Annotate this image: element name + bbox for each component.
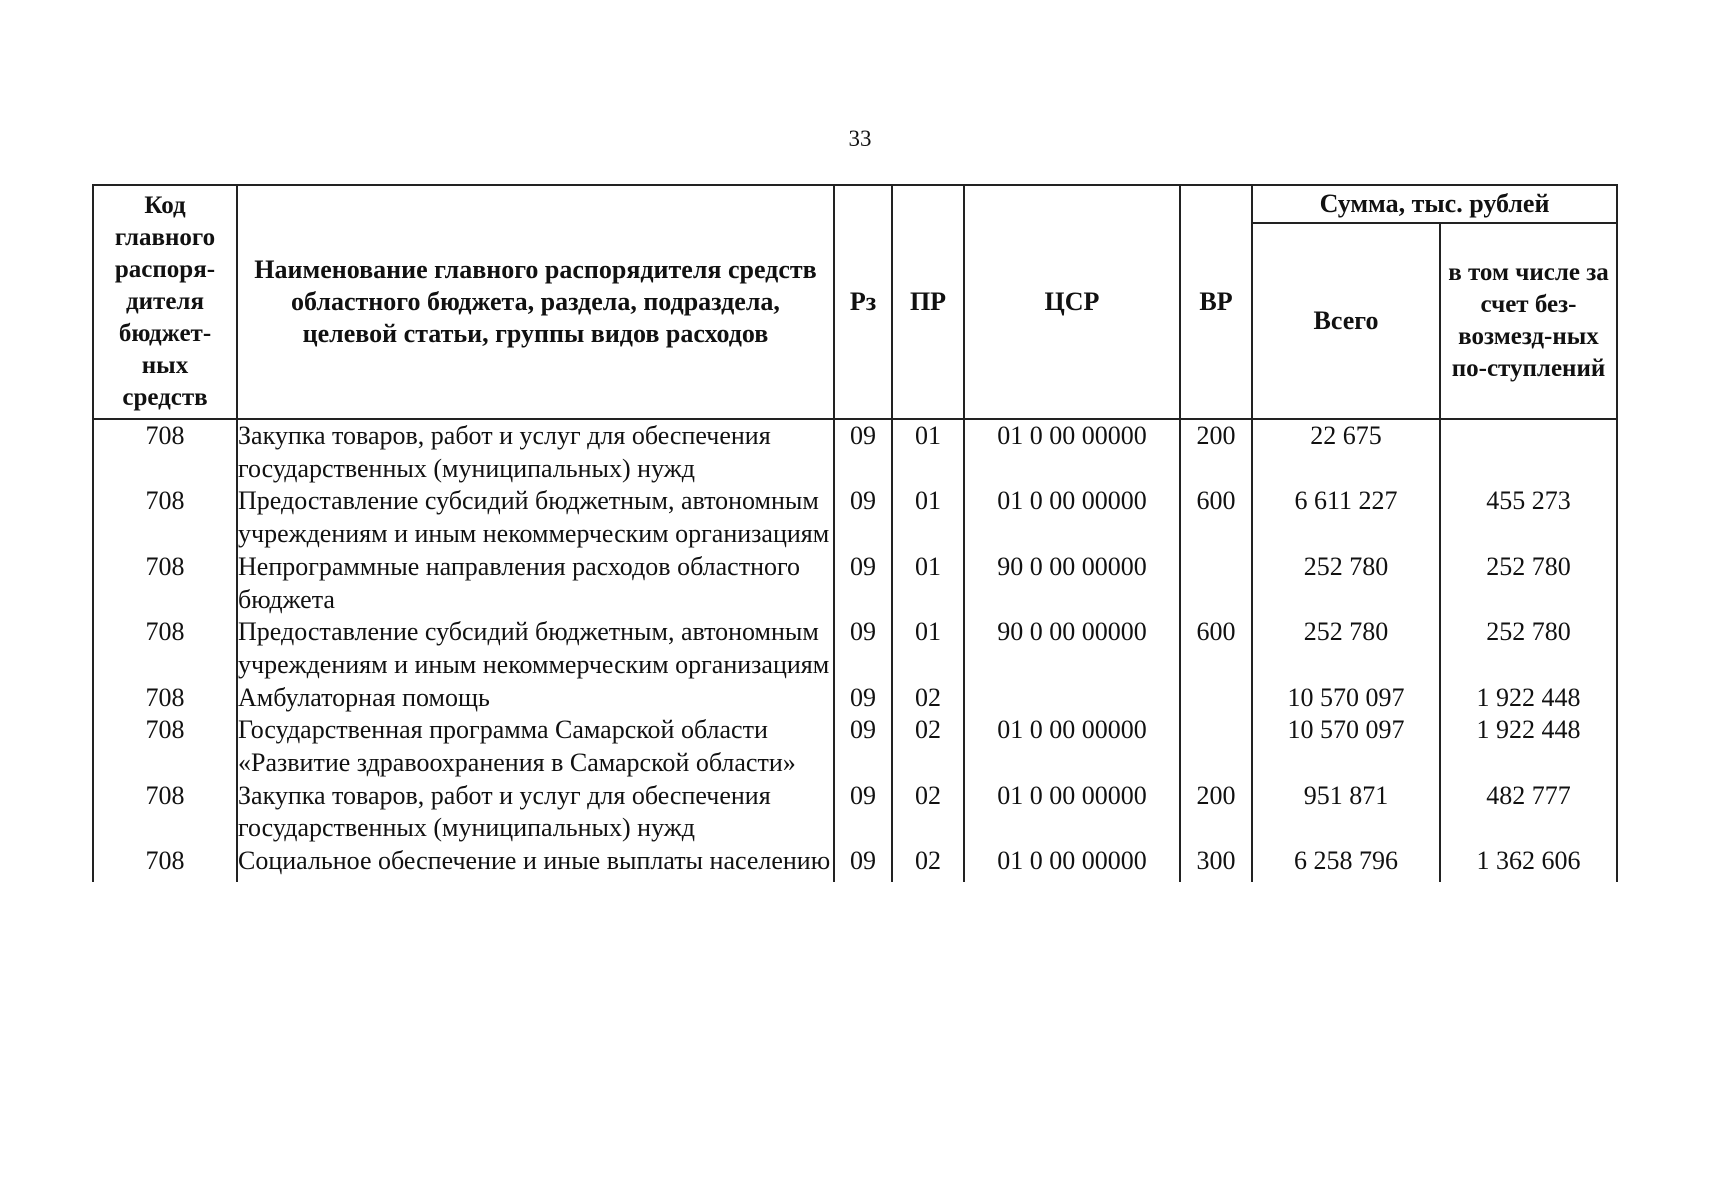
- table-row: [93, 419, 1617, 485]
- cell-code: 708: [93, 485, 237, 550]
- table-row: [93, 616, 1617, 681]
- cell-vr: [1180, 682, 1252, 715]
- header-csr: ЦСР: [964, 185, 1180, 419]
- cell-pr: 02: [892, 845, 964, 882]
- header-code: Код главного распоря-дителя бюджет-ных средств: [93, 185, 237, 419]
- cell-total: 6 611 227: [1252, 485, 1440, 550]
- cell-incl: 1 922 448: [1440, 682, 1617, 715]
- cell-vr: [1180, 551, 1252, 616]
- cell-rz: 09: [834, 682, 892, 715]
- cell-total: 10 570 097: [1252, 714, 1440, 779]
- cell-code: 708: [93, 551, 237, 616]
- cell-rz: 09: [834, 845, 892, 882]
- cell-csr: 01 0 00 00000: [964, 485, 1180, 550]
- cell-rz: 09: [834, 419, 892, 485]
- cell-total: 22 675: [1252, 419, 1440, 485]
- cell-vr: [1180, 714, 1252, 779]
- cell-total: 6 258 796: [1252, 845, 1440, 882]
- header-rz: Рз: [834, 185, 892, 419]
- cell-pr: 02: [892, 714, 964, 779]
- cell-total: 951 871: [1252, 780, 1440, 845]
- header-pr: ПР: [892, 185, 964, 419]
- cell-incl: 482 777: [1440, 780, 1617, 845]
- cell-name: Непрограммные направления расходов областного бюджета: [237, 551, 834, 616]
- cell-rz: 09: [834, 485, 892, 550]
- cell-csr: 01 0 00 00000: [964, 714, 1180, 779]
- cell-incl: 455 273: [1440, 485, 1617, 550]
- cell-total: 10 570 097: [1252, 682, 1440, 715]
- cell-rz: 09: [834, 616, 892, 681]
- cell-pr: 02: [892, 682, 964, 715]
- cell-total: 252 780: [1252, 616, 1440, 681]
- header-total: Всего: [1252, 223, 1440, 419]
- cell-name: Государственная программа Самарской области «Развитие здравоохранения в Самарской области»: [237, 714, 834, 779]
- page-number: 33: [848, 126, 872, 151]
- cell-incl: 1 922 448: [1440, 714, 1617, 779]
- table-body: [93, 419, 1617, 882]
- cell-csr: 01 0 00 00000: [964, 845, 1180, 882]
- cell-rz: 09: [834, 714, 892, 779]
- cell-rz: 09: [834, 780, 892, 845]
- cell-csr: 01 0 00 00000: [964, 419, 1180, 485]
- cell-csr: 90 0 00 00000: [964, 551, 1180, 616]
- cell-vr: 600: [1180, 616, 1252, 681]
- cell-vr: 200: [1180, 780, 1252, 845]
- cell-incl: 252 780: [1440, 616, 1617, 681]
- header-vr: ВР: [1180, 185, 1252, 419]
- cell-rz: 09: [834, 551, 892, 616]
- cell-name: Закупка товаров, работ и услуг для обеспечения государственных (муниципальных) нужд: [237, 780, 834, 845]
- table-row: [93, 485, 1617, 550]
- cell-pr: 01: [892, 551, 964, 616]
- table-row: [93, 682, 1617, 715]
- table-row: [93, 780, 1617, 845]
- cell-vr: 200: [1180, 419, 1252, 485]
- cell-pr: 01: [892, 485, 964, 550]
- cell-vr: 600: [1180, 485, 1252, 550]
- header-sum: Сумма, тыс. рублей: [1252, 185, 1617, 223]
- cell-incl: 252 780: [1440, 551, 1617, 616]
- cell-name: Амбулаторная помощь: [237, 682, 834, 715]
- cell-pr: 02: [892, 780, 964, 845]
- cell-pr: 01: [892, 419, 964, 485]
- header-name: Наименование главного распорядителя средств областного бюджета, раздела, подраздела, целевой статьи, группы видов расходов: [237, 185, 834, 419]
- cell-code: 708: [93, 780, 237, 845]
- cell-incl: 1 362 606: [1440, 845, 1617, 882]
- cell-csr: 90 0 00 00000: [964, 616, 1180, 681]
- cell-name: Закупка товаров, работ и услуг для обеспечения государственных (муниципальных) нужд: [237, 419, 834, 485]
- budget-table: [92, 184, 1618, 882]
- cell-code: 708: [93, 845, 237, 882]
- cell-name: Предоставление субсидий бюджетным, автономным учреждениям и иным некоммерческим организациям: [237, 616, 834, 681]
- cell-vr: 300: [1180, 845, 1252, 882]
- cell-code: 708: [93, 616, 237, 681]
- cell-code: 708: [93, 419, 237, 485]
- cell-code: 708: [93, 682, 237, 715]
- cell-name: Социальное обеспечение и иные выплаты населению: [237, 845, 834, 882]
- header-incl: в том числе за счет без-возмезд-ных по-ступлений: [1440, 223, 1617, 419]
- table-row: [93, 714, 1617, 779]
- cell-csr: [964, 682, 1180, 715]
- table-header: [93, 185, 1617, 419]
- cell-pr: 01: [892, 616, 964, 681]
- cell-code: 708: [93, 714, 237, 779]
- cell-name: Предоставление субсидий бюджетным, автономным учреждениям и иным некоммерческим организациям: [237, 485, 834, 550]
- cell-total: 252 780: [1252, 551, 1440, 616]
- table-row: [93, 845, 1617, 882]
- cell-csr: 01 0 00 00000: [964, 780, 1180, 845]
- table-row: [93, 551, 1617, 616]
- cell-incl: [1440, 419, 1617, 485]
